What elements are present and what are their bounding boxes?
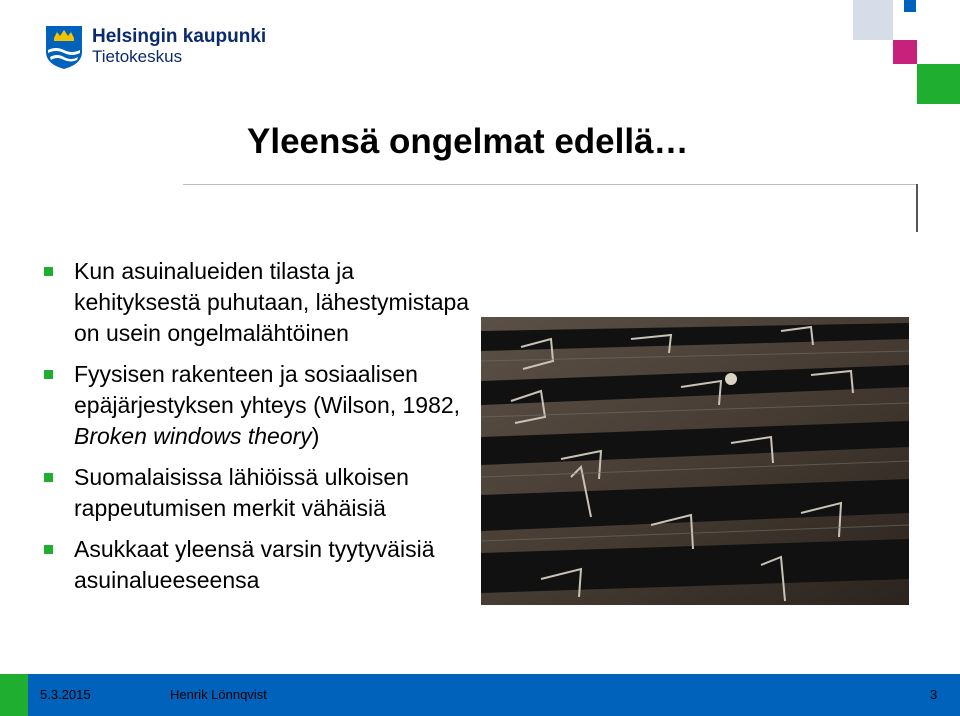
title-divider-end: [916, 184, 918, 232]
slide-title: Yleensä ongelmat edellä…: [247, 122, 689, 161]
city-logo: [44, 24, 266, 70]
bullet-text: Asukkaat yleensä varsin tyytyväisiä asuinalueeseensa: [74, 536, 435, 593]
decor-square-green: [917, 64, 960, 104]
bullet-text: Fyysisen rakenteen ja sosiaalisen epäjärjestyksen yhteys (Wilson, 1982,: [74, 361, 461, 418]
decor-square-pink: [893, 40, 917, 64]
slide-footer: [0, 674, 960, 716]
bullet-item: [44, 534, 484, 596]
helsinki-crest-icon: [44, 24, 84, 70]
bullet-text-italic: Broken windows theory: [74, 423, 312, 449]
decor-square-light: [853, 0, 893, 40]
building-facade-photo: [481, 317, 909, 605]
title-divider: [183, 184, 917, 185]
footer-author: Henrik Lönnqvist: [170, 687, 267, 702]
bullet-item: [44, 462, 484, 524]
bullet-text: Kun asuinalueiden tilasta ja kehityksestä puhutaan, lähestymistapa on usein ongelmalähtöinen: [74, 258, 470, 346]
bullet-text: ): [311, 423, 320, 449]
org-name: Helsingin kaupunki: [92, 26, 267, 47]
bullet-square-icon: [44, 370, 53, 379]
page-number: 3: [930, 687, 938, 702]
bullet-text: Suomalaisissa lähiöissä ulkoisen rappeutumisen merkit vähäisiä: [74, 464, 409, 521]
bullet-square-icon: [44, 545, 53, 554]
footer-date: 5.3.2015: [40, 687, 91, 702]
footer-bar: [28, 674, 960, 716]
bullet-list: [44, 256, 484, 606]
footer-accent: [0, 674, 28, 716]
unit-name: Tietokeskus: [92, 47, 183, 66]
bullet-square-icon: [44, 267, 53, 276]
bullet-item: [44, 256, 484, 349]
decor-square-blue: [904, 0, 916, 12]
bullet-square-icon: [44, 473, 53, 482]
bullet-item: [44, 359, 484, 452]
